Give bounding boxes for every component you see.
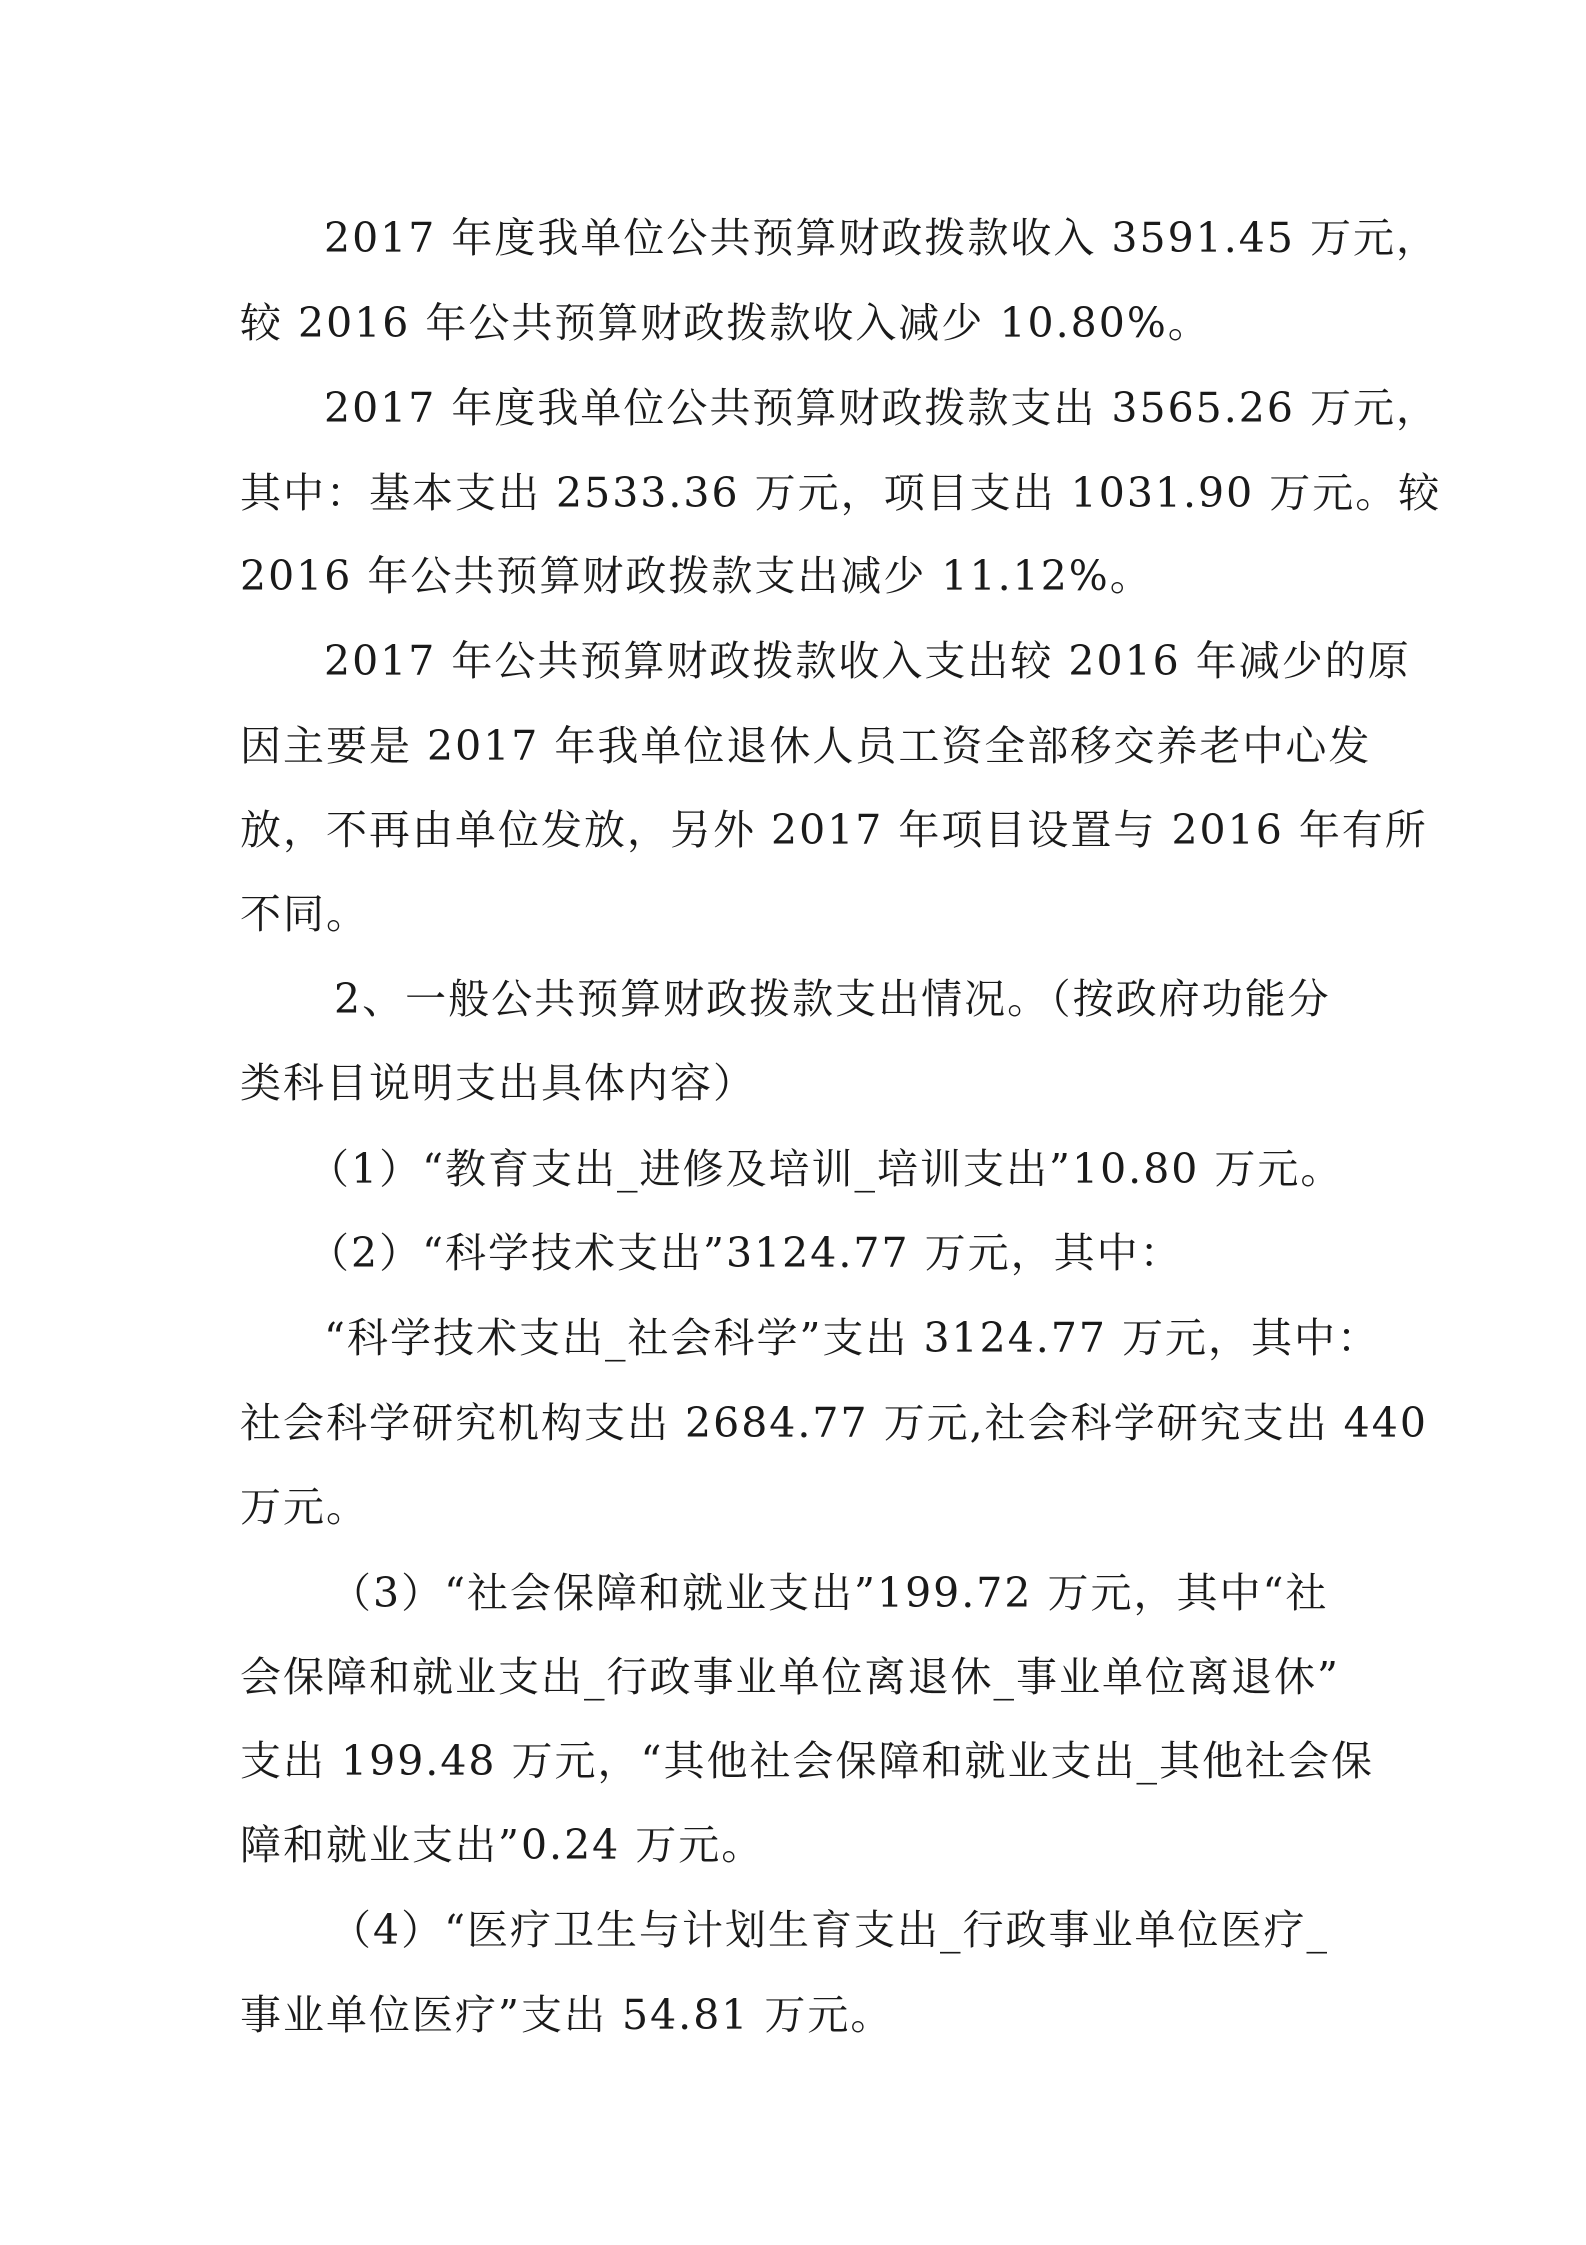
paragraph-line: 事业单位医疗”支出 54.81 万元。 [240,1991,894,2039]
paragraph-line: 2016 年公共预算财政拨款支出减少 11.12%。 [240,552,1153,600]
paragraph-line: 会保障和就业支出_行政事业单位离退休_事业单位离退休” [240,1653,1340,1701]
paragraph-line: 放，不再由单位发放，另外 2017 年项目设置与 2016 年有所 [240,806,1428,854]
paragraph-line: “科学技术支出_社会科学”支出 3124.77 万元，其中： [324,1314,1381,1362]
list-item: （3）“社会保障和就业支出”199.72 万元，其中“社 [330,1569,1329,1617]
paragraph-line: 2017 年度我单位公共预算财政拨款支出 3565.26 万元， [324,384,1439,432]
section-heading: 2、一般公共预算财政拨款支出情况。（按政府功能分 [334,975,1331,1023]
list-item: （2）“科学技术支出”3124.77 万元，其中： [308,1229,1183,1277]
paragraph-line: 较 2016 年公共预算财政拨款收入减少 10.80%。 [240,299,1211,347]
list-item: （4）“医疗卫生与计划生育支出_行政事业单位医疗_ [330,1906,1330,1954]
paragraph-line: 万元。 [240,1483,369,1531]
paragraph-line: 支出 199.48 万元，“其他社会保障和就业支出_其他社会保 [240,1737,1374,1785]
paragraph-line: 障和就业支出”0.24 万元。 [240,1821,765,1869]
paragraph-line: 因主要是 2017 年我单位退休人员工资全部移交养老中心发 [240,722,1372,770]
list-item: （1）“教育支出_进修及培训_培训支出”10.80 万元。 [308,1145,1344,1193]
paragraph-line: 不同。 [240,890,369,938]
paragraph-line: 社会科学研究机构支出 2684.77 万元,社会科学研究支出 440 [240,1399,1428,1447]
paragraph-line: 其中：基本支出 2533.36 万元，项目支出 1031.90 万元。较 [240,469,1442,517]
paragraph-line: 2017 年公共预算财政拨款收入支出较 2016 年减少的原 [324,637,1411,685]
paragraph-line: 类科目说明支出具体内容） [240,1059,756,1107]
paragraph-line: 2017 年度我单位公共预算财政拨款收入 3591.45 万元， [324,214,1439,262]
